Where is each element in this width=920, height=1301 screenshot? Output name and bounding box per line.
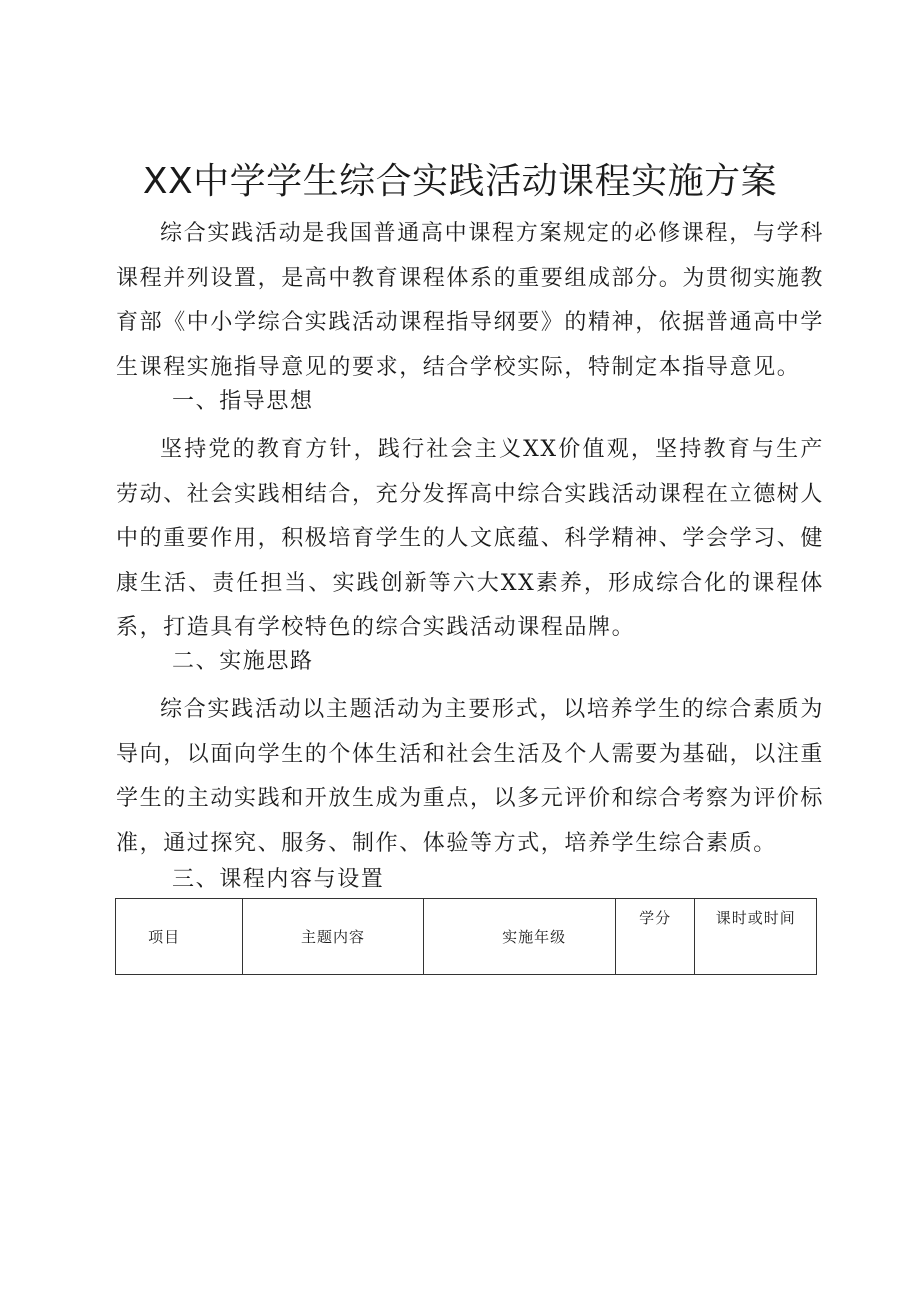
section-heading-guiding-ideology: 一、指导思想	[172, 389, 314, 414]
header-theme-content: 主题内容	[300, 928, 365, 946]
table-header-cell	[423, 899, 615, 975]
table-header-cell	[116, 899, 243, 975]
section-body-guiding-ideology: 坚持党的教育方针，践行社会主义XX价值观，坚持教育与生产劳动、社会实践相结合，充分发挥高中综合实践活动课程在立德树人中的重要作用，积极培育学生的人文底蕴、科学精神、学会学习、健康生活、责任担当、实践创新等六大XX素养，形成综合化的课程体系，打造具有学校特色的综合实践活动课程品牌。	[116, 437, 825, 640]
course-table	[115, 898, 817, 975]
header-hours: 课时或时间	[715, 909, 796, 927]
table-header-cell	[695, 899, 817, 975]
intro-paragraph: 综合实践活动是我国普通高中课程方案规定的必修课程，与学科课程并列设置，是高中教育课程体系的重要组成部分。为贯彻实施教育部《中小学综合实践活动课程指导纲要》的精神，依据普通高中学生课程实施指导意见的要求，结合学校实际，特制定本指导意见。	[116, 221, 825, 380]
section-heading-implementation: 二、实施思路	[172, 649, 314, 674]
header-project: 项目	[148, 928, 181, 946]
table-header-row	[116, 899, 817, 975]
section-body-implementation: 综合实践活动以主题活动为主要形式，以培养学生的综合素质为导向，以面向学生的个体生活和社会生活及个人需要为基础，以注重学生的主动实践和开放生成为重点，以多元评价和综合考察为评价标准，通过探究、服务、制作、体验等方式，培养学生综合素质。	[116, 697, 825, 856]
table-header-cell	[243, 899, 423, 975]
document-title: XX中学学生综合实践活动课程实施方案	[142, 161, 778, 202]
table-header-cell	[615, 899, 695, 975]
header-grade: 实施年级	[502, 928, 567, 946]
section-heading-course-content: 三、课程内容与设置	[172, 867, 385, 892]
header-credits: 学分	[639, 909, 672, 927]
